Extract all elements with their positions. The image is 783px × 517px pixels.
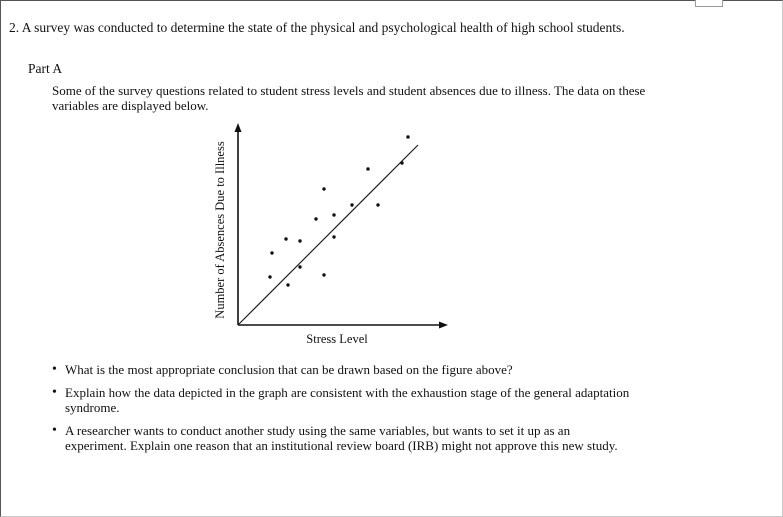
data-point-9	[322, 187, 325, 190]
data-point-13	[366, 167, 369, 170]
data-point-14	[376, 203, 379, 206]
y-axis-label: Number of Absences Due to Illness	[213, 141, 227, 319]
bullet-item-3: • A researcher wants to conduct another study using the same variables, but wants to set it up as an experiment. Explain one reason that an institutional review board (IRB) might not approve this new study.	[52, 423, 632, 453]
question-text: 2. A survey was conducted to determine the state of the physical and psychological health of high school students.	[9, 20, 625, 35]
question-bullet-list	[52, 362, 632, 461]
bullet-item-2: • Explain how the data depicted in the graph are consistent with the exhaustion stage of the general adaptation syndrome.	[52, 385, 632, 415]
data-point-6	[298, 265, 301, 268]
data-point-7	[314, 217, 317, 220]
x-axis-arrow	[439, 322, 448, 329]
bullet-item-1: • What is the most appropriate conclusion that can be drawn based on the figure above?	[52, 362, 632, 377]
part-label: Part A	[28, 61, 63, 76]
data-point-12	[350, 203, 353, 206]
data-point-1	[268, 275, 271, 278]
chart-points	[268, 135, 409, 286]
data-point-5	[298, 239, 301, 242]
data-point-10	[332, 235, 335, 238]
chart-axes	[235, 123, 449, 329]
part-intro: Some of the survey questions related to student stress levels and student absences due to illness. The data on these variables are displayed below.	[52, 83, 646, 113]
chart-trendline-group	[238, 145, 418, 325]
chart-trendline	[238, 145, 418, 325]
data-point-8	[322, 273, 325, 276]
x-axis-label: Stress Level	[306, 332, 368, 346]
data-point-16	[406, 135, 409, 138]
data-point-15	[400, 161, 403, 164]
data-point-3	[284, 237, 287, 240]
y-axis-arrow	[235, 123, 242, 132]
data-point-4	[286, 283, 289, 286]
data-point-11	[332, 213, 335, 216]
data-point-2	[270, 251, 273, 254]
